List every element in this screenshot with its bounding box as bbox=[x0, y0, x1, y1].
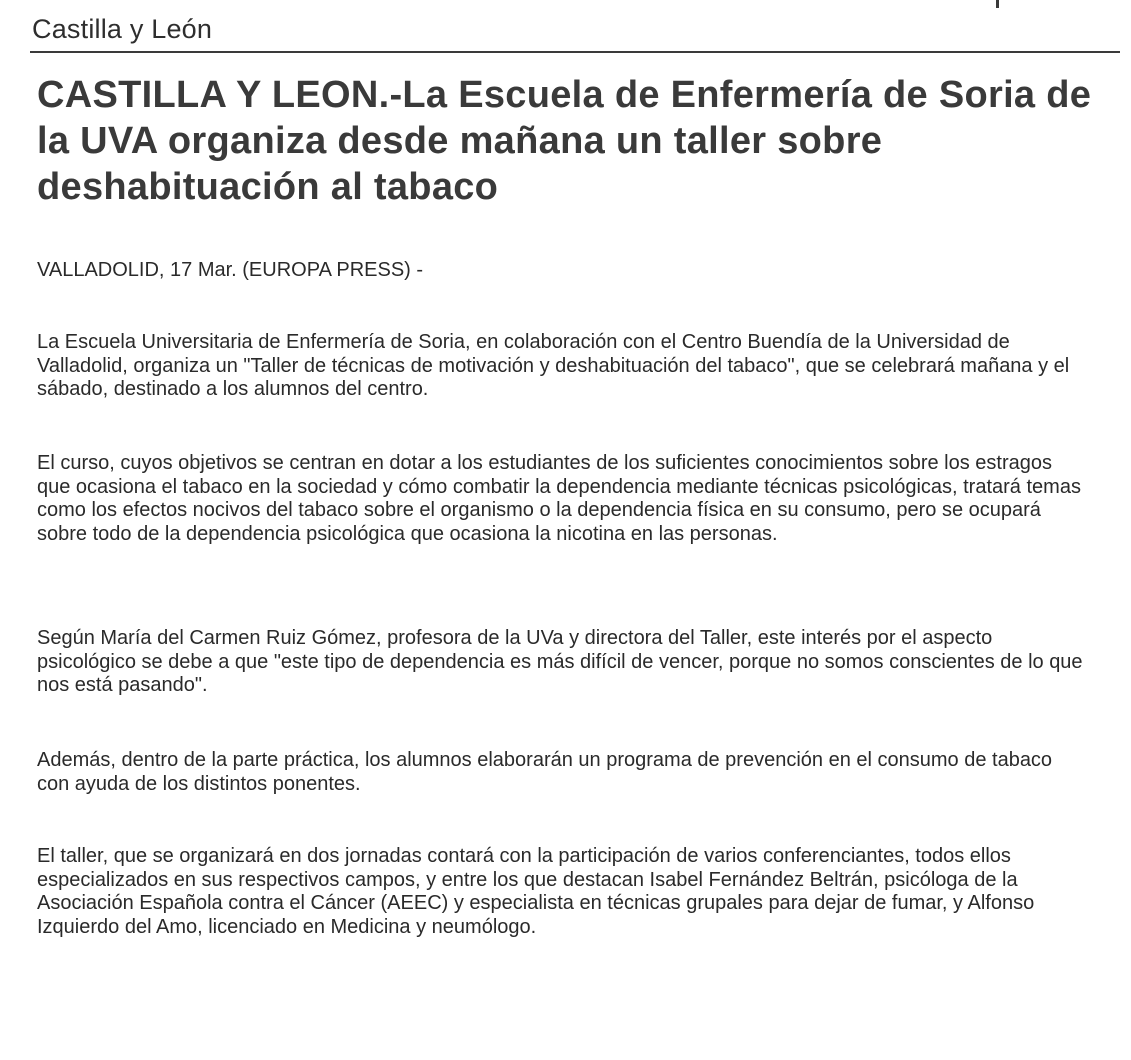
page-edge-mark bbox=[996, 0, 999, 8]
section-divider bbox=[30, 51, 1120, 53]
article-paragraph-4: Además, dentro de la parte práctica, los alumnos elaborarán un programa de prevención en el consumo de tabaco con ayuda de los distintos ponentes. bbox=[37, 749, 1053, 795]
article-byline: VALLADOLID, 17 Mar. (EUROPA PRESS) - bbox=[37, 259, 424, 281]
section-title: Castilla y León bbox=[32, 14, 213, 44]
article-paragraph-1: La Escuela Universitaria de Enfermería de Soria, en colaboración con el Centro Buendía de la Universidad de Valladolid, organiza un "Taller de técnicas de motivación y deshabituación del tabaco", que se celebrará mañana y el sábado, destinado a los alumnos del centro. bbox=[37, 331, 1070, 400]
article-paragraph-3: Según María del Carmen Ruiz Gómez, profesora de la UVa y directora del Taller, este interés por el aspecto psicológico se debe a que "este tipo de dependencia es más difícil de vencer, porque no somos conscientes de lo que nos está pasando". bbox=[37, 627, 1083, 696]
article-paragraph-2: El curso, cuyos objetivos se centran en dotar a los estudiantes de los suficientes conocimientos sobre los estragos que ocasiona el tabaco en la sociedad y cómo combatir la dependencia mediante técnicas psicológicas, tratará temas como los efectos nocivos del tabaco sobre el organismo o la dependencia física en su consumo, pero se ocupará sobre todo de la dependencia psicológica que ocasiona la nicotina en las personas. bbox=[37, 452, 1081, 545]
article-paragraph-5: El taller, que se organizará en dos jornadas contará con la participación de varios conferenciantes, todos ellos especializados en sus respectivos campos, y entre los que destacan Isabel Fernández Beltrán, psicóloga de la Asociación Española contra el Cáncer (AEEC) y especialista en técnicas grupales para dejar de fumar, y Alfonso Izquierdo del Amo, licenciado en Medicina y neumólogo. bbox=[37, 845, 1035, 938]
article-headline: CASTILLA Y LEON.-La Escuela de Enfermería de Soria de la UVA organiza desde mañana un taller sobre deshabituación al tabaco bbox=[37, 74, 1092, 208]
